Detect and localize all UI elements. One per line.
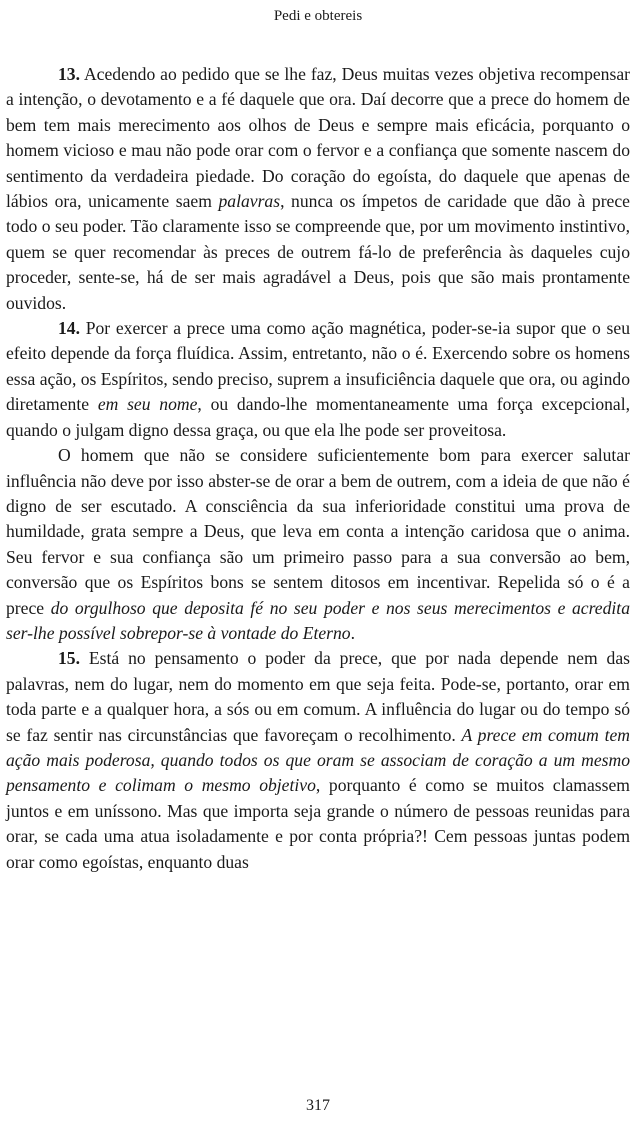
italic-span: palavras xyxy=(218,191,281,212)
paragraph-number: 13. xyxy=(58,64,80,84)
italic-span: em seu nome xyxy=(97,394,198,415)
text-span: Por exercer a prece uma como ação magnética, poder-se-ia supor que o seu efeito depende da força fluídica. Assim, entretanto, não o é. Exercendo sobre os homens essa ação, os Espíritos, sendo preciso, suprem a insuficiência daquele que ora, ou agindo diretamente xyxy=(6,318,630,415)
paragraph-15 xyxy=(6,646,630,875)
text-span: Está no pensamento o poder da prece, que por nada depende nem das palavras, nem do lugar, nem do momento em que seja feita. Pode-se, portanto, orar em toda parte e a qualquer hora, a sós ou em comum. A influência do lugar ou do tempo só se faz sentir nas circunstâncias que favoreçam o recolhimento. xyxy=(6,648,630,745)
text-span: O homem que não se considere suficientemente bom para exercer salutar influência não deve por isso abster-se de orar a bem de outrem, com a ideia de que não é digno de ser escutado. A consciência da sua inferioridade constitui uma prova de humildade, grata sempre a Deus, que leva em conta a intenção caridosa que o anima. Seu fervor e sua confiança são um primeiro passo para a sua conversão ao bem, conversão que os Espíritos bons se sentem ditosos em incentivar. Repelida só o é a prece xyxy=(6,445,630,618)
paragraph-14-continued xyxy=(6,443,630,646)
italic-span: do orgulhoso que deposita fé no seu poder e nos seus merecimentos e acredita ser-lhe possível sobrepor-se à vontade do Eterno xyxy=(6,597,630,643)
text-span: Acedendo ao pedido que se lhe faz, Deus muitas vezes objetiva recompensar a intenção, o devotamento e a fé daquele que ora. Daí decorre que a prece do homem de bem tem mais merecimento aos olhos de Deus e sempre mais eficácia, porquanto o homem vicioso e mau não pode orar com o fervor e a confiança que somente nascem do sentimento da verdadeira piedade. Do coração do egoísta, do daquele que apenas de lábios ora, unicamente saem xyxy=(6,64,630,212)
page-number: 317 xyxy=(306,1097,330,1114)
paragraph-number: 14. xyxy=(58,318,80,339)
italic-span: A prece em comum tem ação mais poderosa, quando todos os que oram se associam de coração a um mesmo pensamento e colimam o mesmo objetivo xyxy=(6,724,630,796)
paragraph-14 xyxy=(6,316,630,443)
body-text xyxy=(6,62,630,875)
text-span: , nunca os ímpetos de caridade que dão à prece todo o seu poder. Tão claramente isso se compreende que, por um movimento instintivo, quem se quer recomendar às preces de outrem fá-lo de preferência às daqueles cujo proceder, sente-se, há de ser mais agradável a Deus, pois que são mais prontamente ouvidos. xyxy=(6,191,630,313)
running-header: Pedi e obtereis xyxy=(273,8,363,24)
paragraph-13 xyxy=(6,62,630,316)
paragraph-number: 15. xyxy=(58,648,80,669)
text-span: . xyxy=(350,622,355,643)
text-span: , ou dando-lhe momentaneamente uma força excepcional, quando o julgam digno dessa graça, ou que ela lhe pode ser proveitosa. xyxy=(6,394,631,440)
text-span: , porquanto é como se muitos clamassem juntos e em uníssono. Mas que importa seja grande o número de pessoas reunidas para orar, se cada uma atua isoladamente e por conta própria?! Cem pessoas juntas podem orar como egoístas, enquanto duas xyxy=(6,775,630,872)
